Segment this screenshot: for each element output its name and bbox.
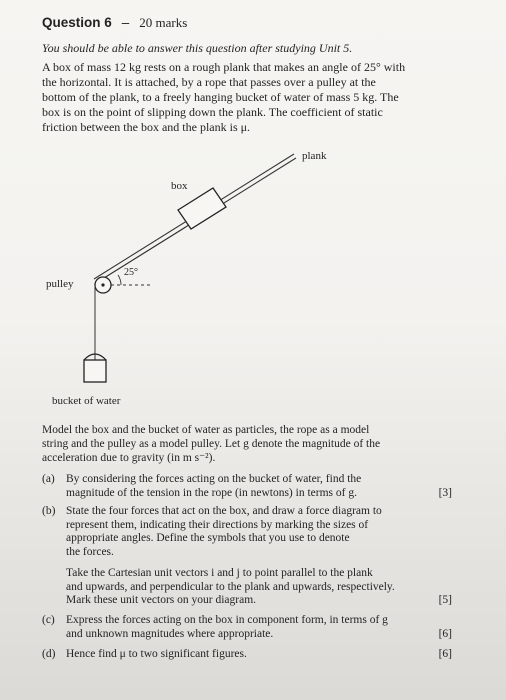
part-a-letter: (a) — [42, 473, 55, 485]
plank-label: plank — [302, 150, 327, 162]
part-b-letter: (b) — [42, 505, 56, 517]
problem-line: the horizontal. It is attached, by a rope that passes over a pulley at the — [42, 75, 376, 89]
part-d-text — [66, 648, 421, 662]
box-label: box — [171, 180, 188, 192]
model-line: string and the pulley as a model pulley. Let g denote the magnitude of the — [42, 438, 381, 450]
problem-line: friction between the box and the plank is μ. — [42, 120, 251, 134]
problem-line: box is on the point of slipping down the plank. The coefficient of static — [42, 105, 383, 119]
part-a-marks: [3] — [438, 487, 452, 499]
part-d-marks: [6] — [438, 648, 452, 660]
part-line: and upwards, and perpendicular to the plank and upwards, respectively. — [66, 580, 395, 593]
rope-along-plank — [104, 227, 186, 278]
part-line: represent them, indicating their directions by marking the sizes of — [66, 518, 369, 531]
bucket-label: bucket of water — [52, 395, 121, 407]
part-line: appropriate angles. Define the symbols that you use to denote — [66, 532, 350, 544]
part-b-marks: [5] — [438, 594, 452, 606]
bucket-shape — [84, 360, 106, 382]
pulley-label: pulley — [46, 278, 74, 290]
problem-line: A box of mass 12 kg rests on a rough plank that makes an angle of 25° with — [42, 60, 406, 74]
part-c-letter: (c) — [42, 614, 55, 626]
part-c-marks: [6] — [438, 628, 452, 640]
part-line: and unknown magnitudes where appropriate. — [66, 627, 274, 640]
part-line: magnitude of the tension in the rope (in newtons) in terms of g. — [66, 486, 357, 499]
problem-line: bottom of the plank, to a freely hanging bucket of water of mass 5 kg. The — [42, 90, 399, 104]
model-line: Model the box and the bucket of water as particles, the rope as a model — [42, 424, 370, 436]
model-statement — [42, 423, 422, 465]
model-line: acceleration due to gravity (in m s⁻²). — [42, 452, 216, 464]
box-shape — [178, 188, 226, 229]
part-b-text — [66, 505, 421, 608]
part-d-letter: (d) — [42, 648, 56, 660]
question-number: Question 6 — [42, 15, 112, 30]
part-line: State the four forces that act on the box, and draw a force diagram to — [66, 505, 382, 517]
part-line: the forces. — [66, 545, 114, 558]
angle-label: 25° — [124, 267, 138, 278]
part-line: Mark these unit vectors on your diagram. — [66, 594, 257, 606]
question-marks: 20 marks — [139, 15, 188, 30]
part-line: Express the forces acting on the box in component form, in terms of g — [66, 614, 388, 626]
angle-arc — [118, 275, 121, 285]
intro-text: You should be able to answer this question after studying Unit 5. — [42, 41, 353, 55]
pulley-axle — [101, 283, 104, 286]
part-line: Take the Cartesian unit vectors i and j to point parallel to the plank — [66, 567, 373, 579]
title-dash: – — [121, 15, 130, 30]
part-a-text — [66, 473, 421, 500]
part-c-text — [66, 614, 421, 641]
part-line: By considering the forces acting on the bucket of water, find the — [66, 473, 362, 485]
part-line: Hence find μ to two significant figures. — [66, 648, 247, 660]
